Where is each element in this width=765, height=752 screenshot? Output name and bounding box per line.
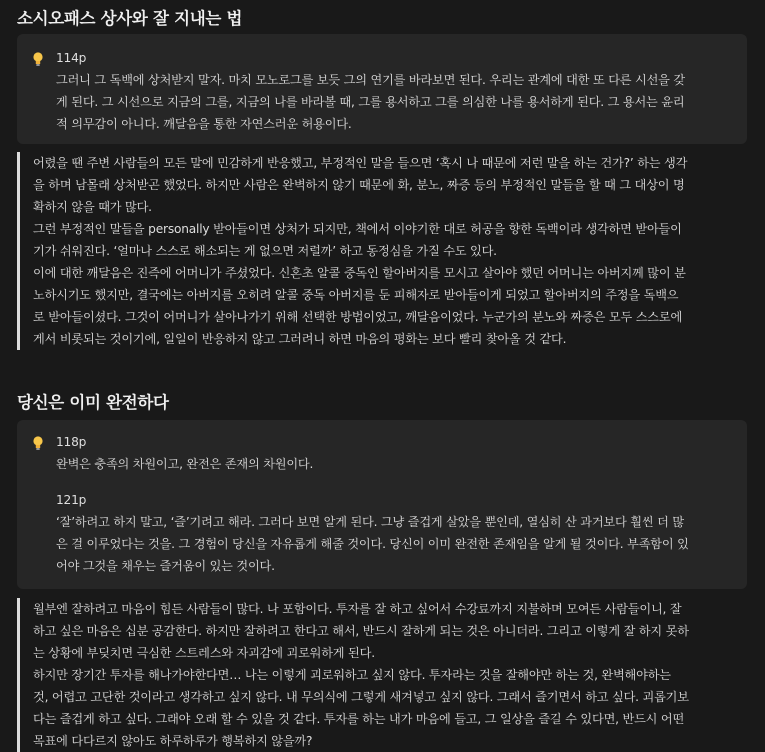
quote-line: 것, 어렵고 고단한 것이라고 생각하고 싶지 않다. 내 무의식에 그렇게 새겨넣고 싶지 않다. 그래서 즐기면서 하고 싶다. 괴롭기보 bbox=[33, 690, 689, 704]
callout-line: 그러니 그 독백에 상처받지 말자. 마치 모노로그를 보듯 그의 연기를 바라보면 된다. 우리는 관계에 대한 또 다른 시선을 갖 bbox=[56, 73, 685, 87]
quote-line: 노하시기도 했지만, 결국에는 아버지를 오히려 알콜 중독 아버지를 둔 피해자로 받아들이게 되었고 할아버지의 주정을 독백으 bbox=[33, 288, 679, 302]
quote-line: 어렸을 땐 주변 사람들의 모든 말에 민감하게 반응했고, 부정적인 말을 들으면 ‘혹시 나 때문에 저런 말을 하는 건가?’ 하는 생각 bbox=[33, 156, 688, 170]
quote-line: 하지만 장기간 투자를 해나가야한다면… 나는 이렇게 괴로워하고 싶지 않다. 투자라는 것을 잘해야만 하는 것, 완벽해야하는 bbox=[33, 668, 671, 682]
quote-line: 기가 쉬워진다. ‘얼마나 스스로 해소되는 게 없으면 저럴까’ 하고 동정심을 가질 수도 있다. bbox=[33, 244, 497, 258]
callout-1-text bbox=[56, 47, 729, 135]
quote-line: 는 상황에 부딪치면 극심한 스트레스와 자괴감에 괴로워하게 된다. bbox=[33, 646, 375, 660]
spacer bbox=[56, 475, 729, 489]
quote-line: 로 받아들이셨다. 그것이 어머니가 살아나가기 위해 선택한 방법이었고, 깨달음이었다. 누군가의 분노와 짜증은 모두 스스로에 bbox=[33, 310, 683, 324]
quote-block-1 bbox=[17, 152, 758, 350]
callout-line: ‘잘’하려고 하지 말고, ‘즐’기려고 해라. 그러다 보면 알게 된다. 그냥 즐겁게 살았을 뿐인데, 열심히 산 과거보다 훨씬 더 많 bbox=[56, 515, 684, 529]
quote-line: 확하지 않을 때가 많다. bbox=[33, 200, 152, 214]
quote-line: 이에 대한 깨달음은 진즉에 어머니가 주셨었다. 신혼초 알콜 중독인 할아버지를 모시고 살아야 했던 어머니는 아버지께 많이 분 bbox=[33, 266, 686, 280]
quote-line: 게서 비롯되는 것이기에, 일일이 반응하지 않고 그러려니 하면 마음의 평화는 보다 빨리 찾아올 것 같다. bbox=[33, 332, 567, 346]
quote-block-2 bbox=[17, 598, 758, 752]
lightbulb-icon bbox=[31, 435, 45, 451]
quote-line: 을 하며 남몰래 상처받곤 했었다. 하지만 사람은 완벽하지 않기 때문에 화, 분노, 짜증 등의 부정적인 말들을 할 때 그 대상이 명 bbox=[33, 178, 685, 192]
lightbulb-icon bbox=[31, 51, 45, 67]
callout-line: 은 걸 이루었다는 것을. 그 경험이 당신을 자유롭게 해줄 것이다. 당신이 이미 완전한 존재임을 알게 될 것이다. 부족함이 있 bbox=[56, 537, 689, 551]
quote-line: 목표에 다다르지 않아도 하루하루가 행복하지 않을까? bbox=[33, 734, 313, 748]
quote-line: 하고 싶은 마음은 십분 공감한다. 하지만 잘하려고 한다고 해서, 반드시 잘하게 되는 것은 아니더라. 그리고 이렇게 잘 하지 못하 bbox=[33, 624, 689, 638]
callout-line: 어야 그것을 채우는 즐거움이 있는 것이다. bbox=[56, 559, 275, 573]
quote-line: 월부엔 잘하려고 마음이 힘든 사람들이 많다. 나 포함이다. 투자를 잘 하고 싶어서 수강료까지 지불하며 모여든 사람들이니, 잘 bbox=[33, 602, 682, 616]
page-number: 121p bbox=[56, 493, 87, 507]
callout-1 bbox=[17, 34, 747, 144]
callout-line: 게 된다. 그 시선으로 지금의 그를, 지금의 나를 바라볼 때, 그를 용서하고 그를 의심한 나를 용서하게 된다. 그 용서는 윤리 bbox=[56, 95, 685, 109]
callout-2 bbox=[17, 420, 747, 589]
section-heading-2: 당신은 이미 완전하다 bbox=[17, 393, 169, 412]
page-number: 114p bbox=[56, 51, 87, 65]
callout-line: 적 의무감이 아니다. 깨달음을 통한 자연스러운 허용이다. bbox=[56, 117, 352, 131]
section-heading-1: 소시오패스 상사와 잘 지내는 법 bbox=[17, 9, 243, 28]
quote-line: 그런 부정적인 말들을 personally 받아들이면 상처가 되지만, 책에서 이야기한 대로 허공을 향한 독백이라 생각하면 받아들이 bbox=[33, 222, 682, 236]
callout-2-text bbox=[56, 431, 729, 577]
page-number: 118p bbox=[56, 435, 87, 449]
quote-line: 다는 즐겁게 하고 싶다. 그래야 오래 할 수 있을 것 같다. 투자를 하는 내가 마음에 들고, 그 일상을 즐길 수 있다면, 반드시 어떤 bbox=[33, 712, 685, 726]
callout-line: 완벽은 충족의 차원이고, 완전은 존재의 차원이다. bbox=[56, 457, 314, 471]
